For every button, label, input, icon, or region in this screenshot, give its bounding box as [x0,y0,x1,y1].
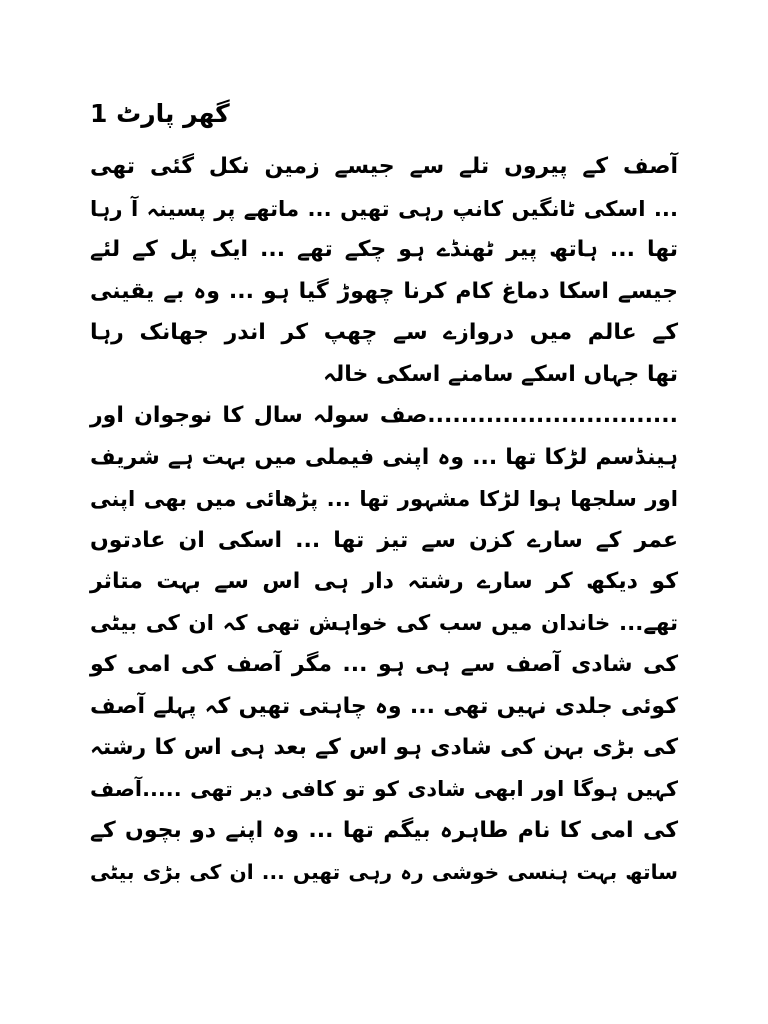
paragraph [90,146,678,893]
text-line: کی بڑی بہن کی شادی ہو اس کے بعد ہی اس کا رشتہ [90,735,678,760]
document-title [90,92,678,136]
document-body [90,92,678,893]
text-line: کہیں ہوگا اور ابھی شادی کو تو کافی دیر تھی .....آصف [90,776,678,801]
text-line: ... اسکی ٹانگیں کانپ رہی تھیں ... ماتھے پر پسینہ آ رہا [90,195,678,221]
text-line: کے عالم میں دروازے سے چھپ کر اندر جھانک رہا [90,320,678,345]
text-line: ..............................صف سولہ سال کا نوجوان اور [90,403,678,428]
text-line: کی امی کا نام طاہرہ بیگم تھا ... وہ اپنے دو بچوں کے [90,818,678,843]
text-line: تھے... خاندان میں سب کی خواہش تھی کہ ان کی بیٹی [90,610,678,636]
title-text: گھر پارٹ 1 [90,99,230,128]
text-line: ہینڈسم لڑکا تھا ... وہ اپنی فیملی میں بہت ہے شریف [90,444,678,470]
text-line: ساتھ بہت ہنسی خوشی رہ رہی تھیں ... ان کی بڑی بیٹی [90,859,678,884]
text-line: جیسے اسکا دماغ کام کرنا چھوڑ گیا ہو ... وہ بے یقینی [90,278,678,304]
text-line: تھا ... ہاتھ پیر ٹھنڈے ہو چکے تھے ... ایک پل کے لئے [90,237,678,262]
text-line: کوئی جلدی نہیں تھی ... وہ چاہتی تھیں کہ پہلے آصف [90,693,678,719]
text-line: کی شادی آصف سے ہی ہو ... مگر آصف کی امی کو [90,652,678,677]
text-line: کو دیکھ کر سارے رشتہ دار ہی اس سے بہت متاثر [90,569,678,594]
text-line: آصف کے پیروں تلے سے جیسے زمین نکل گئی تھی [90,154,678,179]
text-line: تھا جہاں اسکے سامنے اسکی خالہ [323,361,678,387]
text-line: اور سلجھا ہوا لڑکا مشہور تھا ... پڑھائی میں بھی اپنی [90,486,678,511]
text-line: عمر کے سارے کزن سے تیز تھا ... اسکی ان عادتوں [90,527,678,553]
